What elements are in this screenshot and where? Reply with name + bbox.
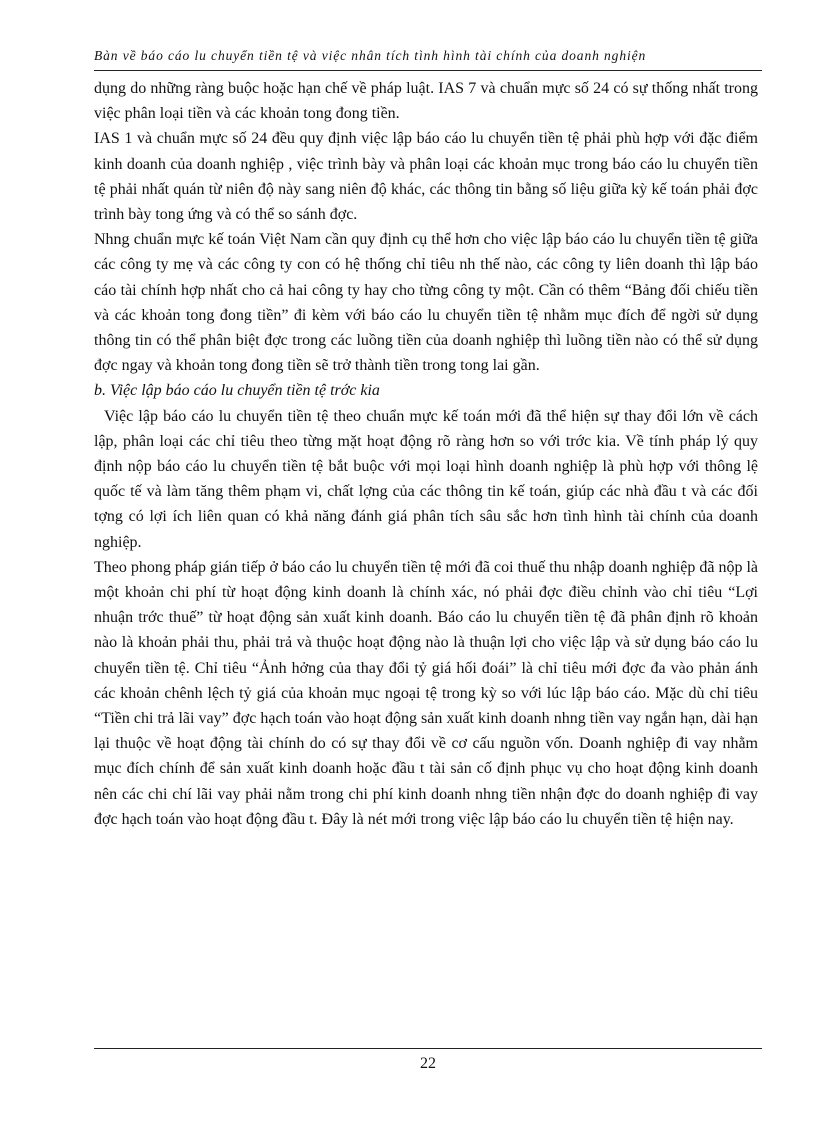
document-body bbox=[94, 76, 758, 832]
page-number: 22 bbox=[420, 1055, 436, 1072]
paragraph: dụng do những ràng buộc hoặc hạn chế về pháp luật. IAS 7 và chuẩn mực số 24 có sự thống nhất trong việc phân loại tiền và các khoản tong đong tiền. bbox=[94, 80, 758, 123]
running-header: Bàn về báo cáo lu chuyển tiền tệ và việc nhân tích tình hình tài chính của doanh nghiện bbox=[94, 48, 647, 63]
paragraph: Nhng chuẩn mực kế toán Việt Nam cần quy định cụ thể hơn cho việc lập báo cáo lu chuyển tiền tệ giữa các công ty mẹ và các công ty con có hệ thống chỉ tiêu nh thế nào, các công ty liên doanh thì lập báo cáo tài chính hợp nhất cho cả hai công ty hay cho từng công ty một. Cần có thêm “Bảng đối chiếu tiền và các khoản tong đong tiền” đi kèm với báo cáo lu chuyển tiền tệ nhằm mục đích để ngời sử dụng thông tin có thể phân biệt đợc trong các luồng tiền của doanh nghiệp thì luồng tiền nào có thể sử dụng đợc ngay và khoản tong đong tiền sẽ trở thành tiền trong tong lai gần. bbox=[94, 231, 758, 375]
paragraph: IAS 1 và chuẩn mực số 24 đều quy định việc lập báo cáo lu chuyển tiền tệ phải phù hợp với đặc điểm kinh doanh của doanh nghiệp , việc trình bày và phân loại các khoản mục trong báo cáo lu chuyển tiền tệ phải nhất quán từ niên độ này sang niên độ khác, các thông tin bằng số liệu giữa kỳ kế toán phải đợc trình bày tong ứng và có thể so sánh đợc. bbox=[94, 130, 758, 224]
paragraph: Theo phong pháp gián tiếp ở báo cáo lu chuyển tiền tệ mới đã coi thuế thu nhập doanh nghiệp đã nộp là một khoản chi phí từ hoạt động kinh doanh là chính xác, nó phải đợc điều chỉnh vào chỉ tiêu “Lợi nhuận trớc thuế” từ hoạt động sản xuất kinh doanh. Báo cáo lu chuyển tiền tệ đã phân định rõ khoản nào là khoản phải thu, phải trả và thuộc hoạt động nào là thuận lợi cho việc lập và sử dụng báo cáo lu chuyển tiền tệ. Chỉ tiêu “Ảnh hởng của thay đổi tỷ giá hối đoái” là chỉ tiêu mới đợc đa vào phản ánh các khoản chênh lệch tỷ giá của khoản mục ngoại tệ trong kỳ so với lúc lập báo cáo. Mặc dù chỉ tiêu “Tiền chi trả lãi vay” đợc hạch toán vào hoạt động sản xuất kinh doanh nhng tiền vay ngắn hạn, dài hạn lại thuộc về hoạt động tài chính do có sự thay đổi về cơ cấu nguồn vốn. Doanh nghiệp đi vay nhằm mục đích chính để sản xuất kinh doanh hoặc đầu t tài sản cố định phục vụ cho hoạt động kinh doanh nên các chi chí lãi vay phải nằm trong chi phí kinh doanh nhng tiền nhận đợc do doanh nghiệp đi vay đợc hạch toán vào hoạt động đầu t. Đây là nét mới trong việc lập báo cáo lu chuyển tiền tệ hiện nay. bbox=[94, 558, 758, 828]
section-heading: b. Việc lập báo cáo lu chuyển tiền tệ trớc kia bbox=[94, 382, 380, 400]
footer-divider bbox=[94, 1048, 762, 1049]
paragraph: Việc lập báo cáo lu chuyển tiền tệ theo chuẩn mực kế toán mới đã thể hiện sự thay đổi lớn về cách lập, phân loại các chỉ tiêu theo từng mặt hoạt động rõ ràng hơn so với trớc kia. Về tính pháp lý quy định nộp báo cáo lu chuyển tiền tệ bắt buộc với mọi loại hình doanh nghiệp là phù hợp với thông lệ quốc tế và làm tăng thêm phạm vi, chất lợng của các thông tin kế toán, giúp các nhà đầu t và các đối tợng có lợi ích liên quan có khả năng đánh giá phân tích sâu sắc hơn tình hình tài chính của doanh nghiệp. bbox=[94, 407, 758, 551]
header-divider bbox=[94, 70, 762, 71]
